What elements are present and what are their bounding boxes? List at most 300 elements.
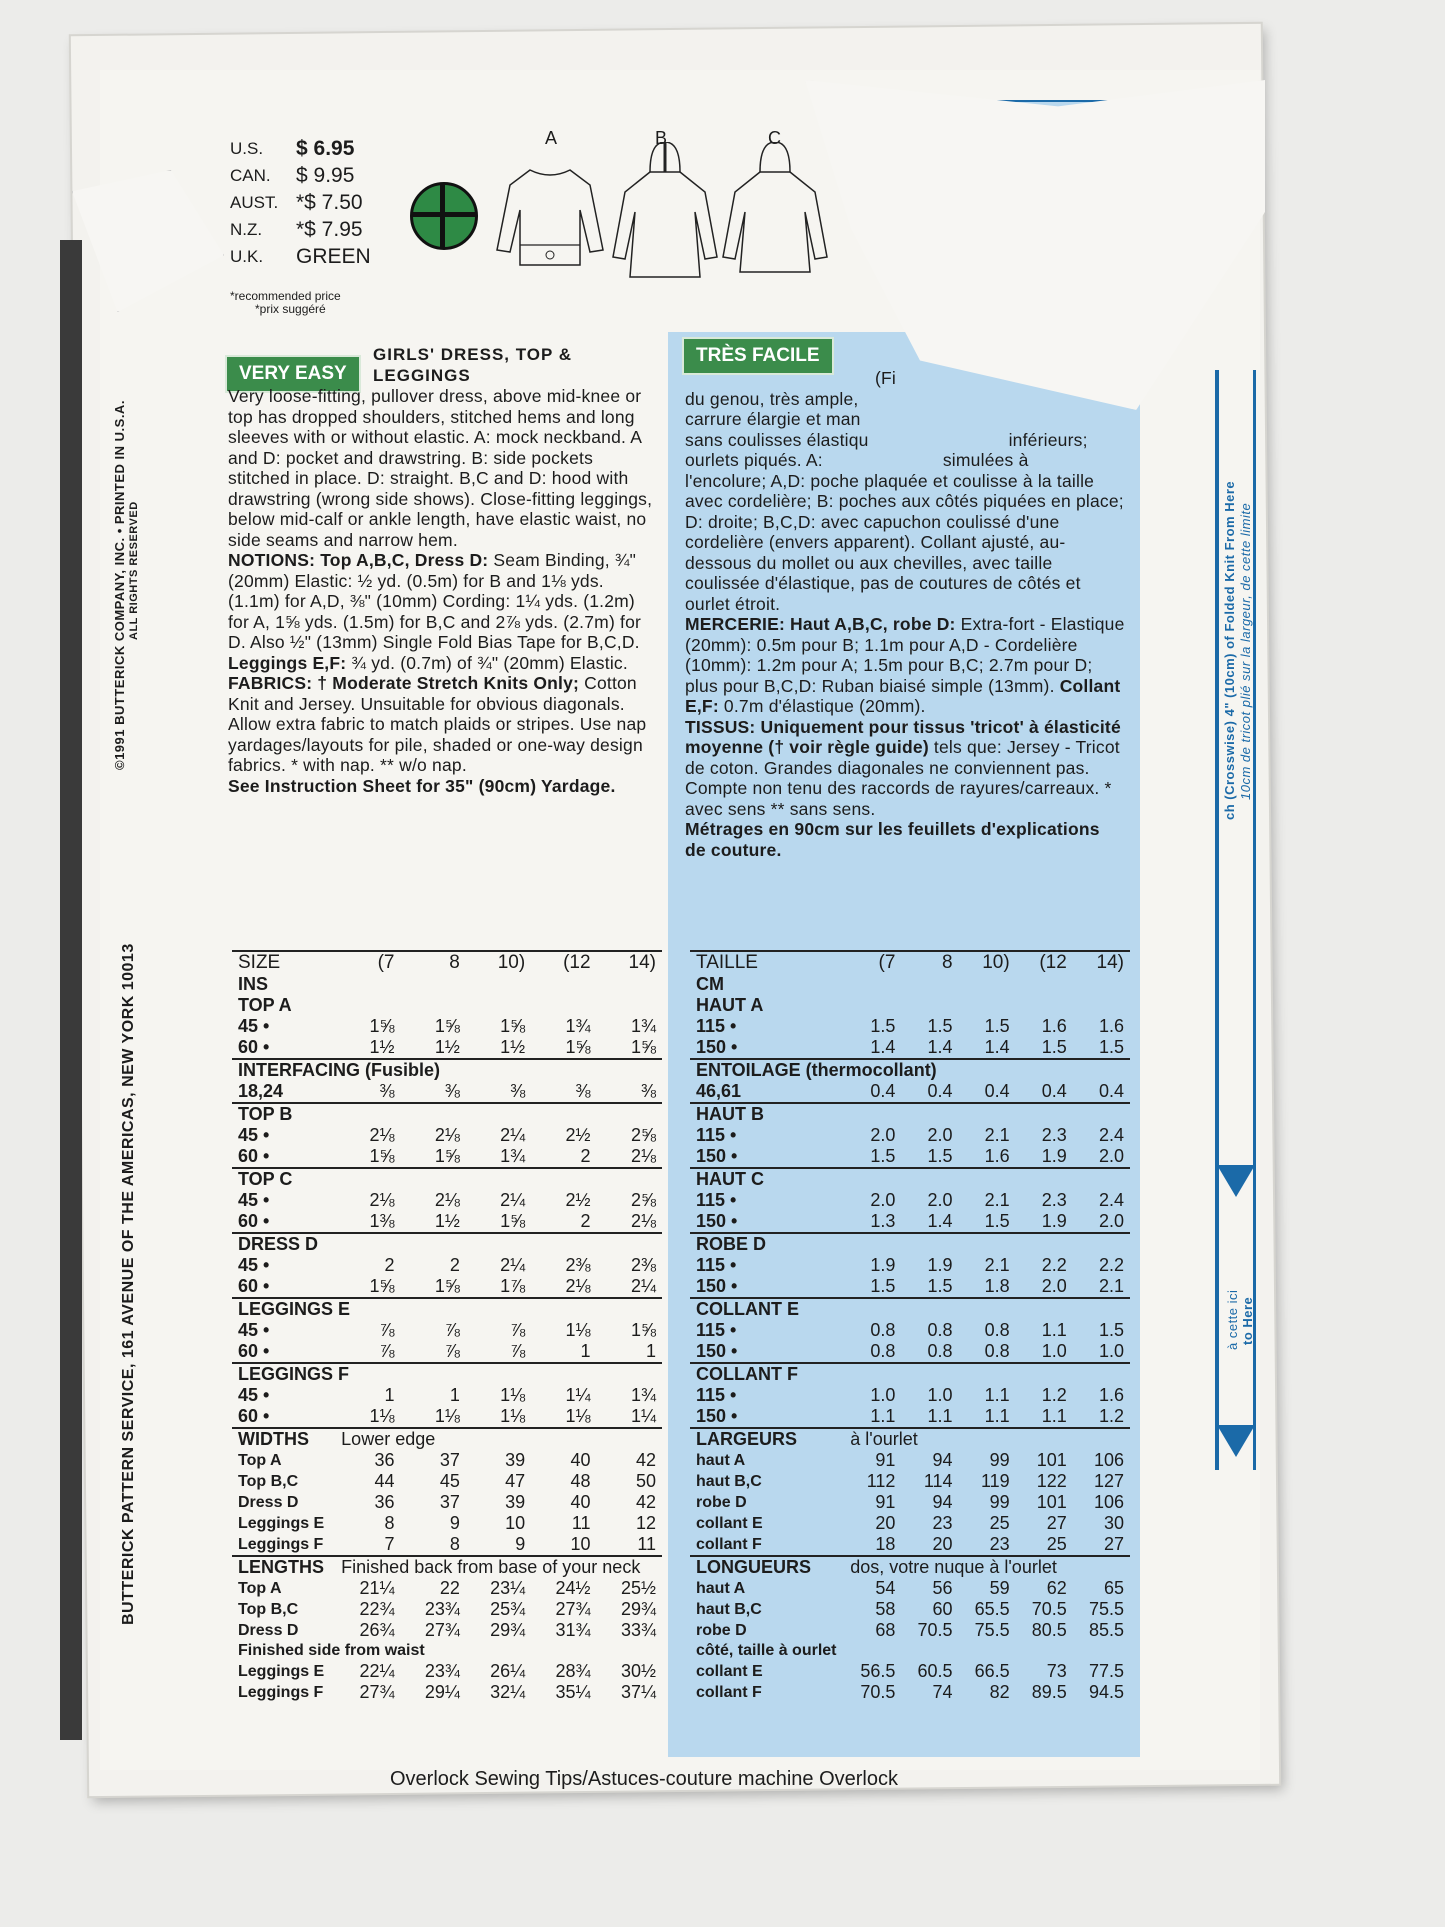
fold-guide-line (1215, 370, 1219, 1470)
table-cell: 1.6 (984, 1146, 1010, 1166)
table-row (232, 1125, 662, 1146)
table-cell: 7 (384, 1534, 395, 1554)
price-line (230, 162, 371, 189)
section-title: COLLANT E (696, 1299, 799, 1319)
table-row (690, 1471, 1130, 1492)
table-cell: Top A (238, 1451, 282, 1469)
header-cell: 8 (941, 952, 953, 973)
table-cell: 91 (875, 1492, 896, 1512)
table-cell: 106 (1093, 1450, 1124, 1470)
section-title: DRESS D (238, 1234, 319, 1254)
section-title-row (232, 1298, 662, 1320)
table-cell: 8 (384, 1513, 395, 1533)
table-row (690, 1081, 1130, 1103)
table-cell: 25¾ (490, 1599, 526, 1619)
table-cell: 1.6 (1098, 1016, 1124, 1036)
price-line (230, 216, 371, 243)
table-cell: ⅞ (510, 1341, 526, 1361)
table-cell: 1.0 (870, 1385, 896, 1405)
fabrics-title: FABRICS: † Moderate Stretch Knits Only; (228, 673, 580, 693)
table-row (690, 1492, 1130, 1513)
table-cell: collant E (696, 1514, 763, 1532)
table-row (232, 1682, 662, 1703)
table-cell: 1¾ (630, 1385, 656, 1405)
table-row (232, 1190, 662, 1211)
table-cell: 1.8 (984, 1276, 1010, 1296)
table-cell: 1.9 (1041, 1211, 1067, 1231)
table-cell: 29¼ (424, 1682, 460, 1702)
table-cell: 0.4 (984, 1081, 1010, 1101)
table-cell: 60.5 (917, 1661, 953, 1681)
table-cell: 39 (505, 1450, 526, 1470)
table-cell: 114 (923, 1471, 953, 1491)
price-note (230, 290, 341, 316)
table-cell: ⅜ (575, 1081, 591, 1101)
mercerie-collant-text: 0.7m d'élastique (20mm). (723, 696, 926, 716)
price-value: *$ 7.95 (296, 218, 363, 241)
view-c-sketch-icon (720, 142, 830, 282)
table-cell: 1.5 (1098, 1037, 1124, 1057)
to-here-label: to Here (1240, 1296, 1255, 1345)
copyright-text: ©1991 BUTTERICK COMPANY, INC. • PRINTED IN U.S.A. (112, 400, 127, 770)
french-description (685, 368, 1125, 860)
section-title: HAUT A (696, 995, 764, 1015)
description-text: Very loose-fitting, pullover dress, above mid-knee or top has dropped shoulders, stitched hems and long sleeves with or without elastic. A: mock neckband. A and D: pocket and drawstring. B: side pockets stitched in place. D: straight. B,C and D: hood with drawstring (wrong side shows). Close-fitting leggings, below mid-calf or ankle length, have elastic waist, no side seams and narrow hem. (228, 386, 653, 550)
table-cell: 26¼ (490, 1661, 526, 1681)
table-cell: 23¾ (424, 1661, 460, 1681)
table-cell: 2.4 (1098, 1125, 1124, 1145)
table-cell: 2.0 (1098, 1211, 1124, 1231)
table-cell: 10 (505, 1513, 526, 1533)
table-cell: 36 (374, 1450, 395, 1470)
recommended-price-note: *recommended price (230, 289, 341, 303)
price-value: $ 9.95 (296, 164, 355, 187)
table-cell: 150 • (696, 1211, 738, 1231)
price-value: GREEN (296, 245, 371, 268)
table-row (232, 1146, 662, 1168)
table-cell: 10 (570, 1534, 591, 1554)
table-cell: 1⅝ (434, 1276, 460, 1296)
table-row (232, 1513, 662, 1534)
table-cell: 1.9 (1041, 1146, 1067, 1166)
table-cell: 11 (571, 1513, 591, 1533)
table-cell: 1.5 (984, 1016, 1010, 1036)
table-header-row (232, 951, 662, 974)
section-title-row (690, 1363, 1130, 1385)
table-cell: 40 (570, 1492, 591, 1512)
yardage-table-fr (690, 950, 1130, 1703)
table-cell: 70.5 (917, 1620, 953, 1640)
table-cell: 1⅛ (500, 1385, 526, 1405)
table-cell: 25 (1046, 1534, 1067, 1554)
fr-text-4b: simulées à (942, 450, 1029, 470)
table-cell: 1¼ (630, 1406, 656, 1426)
table-cell: 1.1 (1041, 1320, 1067, 1340)
table-cell: 1.6 (1041, 1016, 1067, 1036)
table-row (232, 1211, 662, 1233)
fr-text-1: du genou, très ample, (685, 388, 859, 409)
table-cell: 1.1 (984, 1385, 1010, 1405)
table-cell: Leggings E (238, 1514, 325, 1532)
table-cell: 18,24 (238, 1081, 284, 1101)
table-cell: 36 (374, 1492, 395, 1512)
table-row (690, 1578, 1130, 1599)
table-cell: 60 (932, 1599, 953, 1619)
table-cell: 22 (439, 1578, 460, 1598)
metrages: Métrages en 90cm sur les feuillets d'explications de couture. (685, 819, 1100, 860)
fold-guide-text-fr: 10cm de tricot plié sur la largeur, de cette limite (1238, 502, 1253, 800)
table-cell: 1.3 (870, 1211, 896, 1231)
table-row (690, 1211, 1130, 1233)
table-cell: 27 (1103, 1534, 1124, 1554)
table-row (690, 1406, 1130, 1428)
table-cell: 1⅛ (565, 1320, 591, 1340)
table-cell: 2⅜ (630, 1255, 656, 1275)
section-title-row (232, 1059, 662, 1081)
table-cell: 0.8 (927, 1320, 953, 1340)
table-cell: 2⅛ (630, 1211, 656, 1231)
table-cell: 73 (1046, 1661, 1067, 1681)
table-row (690, 1190, 1130, 1211)
table-cell: 2⅝ (630, 1125, 656, 1145)
table-cell: 1⅝ (434, 1146, 460, 1166)
block-subtitle-row (232, 1641, 662, 1661)
table-cell: 1.0 (1041, 1341, 1067, 1361)
table-cell: 30 (1103, 1513, 1124, 1533)
table-cell: 101 (1036, 1492, 1067, 1512)
table-cell: ⅞ (379, 1320, 395, 1340)
very-easy-badge: VERY EASY (225, 355, 361, 393)
table-cell: ⅞ (379, 1341, 395, 1361)
table-cell: Leggings F (238, 1683, 324, 1701)
header-cell: (7 (878, 952, 896, 973)
table-cell: 23¾ (424, 1599, 460, 1619)
table-cell: 150 • (696, 1341, 738, 1361)
table-cell: 94.5 (1088, 1682, 1124, 1702)
table-cell: 2⅛ (434, 1125, 460, 1145)
table-cell: 23 (932, 1513, 953, 1533)
table-cell: 37¼ (620, 1682, 656, 1702)
table-cell: 39 (505, 1492, 526, 1512)
table-cell: 1.9 (870, 1255, 896, 1275)
table-cell: 112 (866, 1471, 896, 1491)
table-cell: 22¼ (359, 1661, 395, 1681)
block-subtitle: dos, votre nuque à l'ourlet (850, 1557, 1057, 1577)
price-line (230, 189, 371, 216)
see-instruction: See Instruction Sheet for 35" (90cm) Yardage. (228, 775, 616, 796)
fr-description: l'encolure; A,D: poche plaquée et coulisse à la taille avec cordelière; B: poches aux côtés piquées en place; D: droite; B,C,D: avec capuchon coulissé d'une cordelière (envers apparent). Collant ajusté, au-dessous du mollet ou aux chevilles, avec taille coulissée d'élastique, pas de coutures de côtés et ourlet étroit. (685, 470, 1124, 614)
table-cell: 2½ (565, 1190, 591, 1210)
block-title: LENGTHS (238, 1557, 325, 1577)
table-cell: 1.4 (927, 1037, 953, 1057)
table-row (690, 1125, 1130, 1146)
table-cell: 2.3 (1041, 1190, 1067, 1210)
section-title-row (232, 1233, 662, 1255)
section-title: CM (696, 974, 724, 994)
table-cell: 1¾ (565, 1016, 591, 1036)
table-cell: 2.0 (927, 1125, 953, 1145)
section-title-row (232, 974, 662, 995)
table-cell: 0.8 (984, 1341, 1010, 1361)
table-row (690, 1016, 1130, 1037)
table-cell: 2.3 (1041, 1125, 1067, 1145)
table-cell: 1 (384, 1385, 395, 1405)
table-cell: 8 (449, 1534, 460, 1554)
table-cell: 2⅛ (434, 1190, 460, 1210)
table-cell: 127 (1093, 1471, 1124, 1491)
table-cell: 48 (570, 1471, 591, 1491)
table-cell: 0.8 (870, 1320, 896, 1340)
table-cell: 1⅝ (500, 1211, 526, 1231)
table-cell: 45 • (238, 1255, 270, 1275)
table-cell: 2¼ (630, 1276, 656, 1296)
section-title-row (232, 995, 662, 1016)
block-subtitle: Finished back from base of your neck (341, 1557, 641, 1577)
table-cell: 1.5 (870, 1276, 896, 1296)
table-cell: 26¾ (359, 1620, 395, 1640)
table-cell: collant F (696, 1683, 762, 1701)
table-cell: 2⅜ (565, 1255, 591, 1275)
table-cell: 2⅛ (369, 1125, 395, 1145)
tres-facile-badge: TRÈS FACILE (682, 337, 834, 375)
fold-guide-text-en: ch (Crosswise) 4" (10cm) of Folded Knit From Here (1222, 480, 1237, 820)
view-c-label: C (768, 128, 781, 148)
table-cell: 1½ (434, 1211, 460, 1231)
table-cell: 2 (384, 1255, 395, 1275)
rights-text: ALL RIGHTS RESERVED (128, 501, 140, 640)
table-cell: 94 (932, 1450, 953, 1470)
table-row (232, 1016, 662, 1037)
table-cell: 0.4 (1098, 1081, 1124, 1101)
table-cell: 119 (980, 1471, 1010, 1491)
table-cell: 75.5 (1088, 1599, 1124, 1619)
tissus-title: TISSUS: Uniquement pour tissus 'tricot' à élasticité moyenne († voir règle guide) (685, 716, 1121, 757)
table-cell: 68 (875, 1620, 896, 1640)
price-value: *$ 7.50 (296, 191, 363, 214)
table-cell: 70.5 (860, 1682, 896, 1702)
block-title-row (690, 1428, 1130, 1450)
table-cell: 122 (1036, 1471, 1067, 1491)
table-cell: 60 • (238, 1037, 270, 1057)
table-row (690, 1385, 1130, 1406)
table-cell: 1½ (434, 1037, 460, 1057)
overlock-tips-footer: Overlock Sewing Tips/Astuces-couture machine Overlock (390, 1768, 898, 1790)
table-cell: Top B,C (238, 1472, 299, 1490)
table-cell: 2.0 (927, 1190, 953, 1210)
price-list (230, 135, 371, 270)
table-cell: 1.2 (1041, 1385, 1067, 1405)
section-title: COLLANT F (696, 1364, 798, 1384)
table-row (690, 1341, 1130, 1363)
table-cell: robe D (696, 1493, 747, 1511)
section-title-row (690, 1168, 1130, 1190)
table-cell: 45 • (238, 1190, 270, 1210)
table-cell: haut B,C (696, 1600, 762, 1618)
price-line (230, 135, 371, 162)
table-cell: 33¾ (620, 1620, 656, 1640)
english-description (228, 345, 653, 796)
table-cell: 1¾ (500, 1146, 526, 1166)
table-row (232, 1620, 662, 1641)
table-cell: 18 (875, 1534, 896, 1554)
section-title: TOP A (238, 995, 292, 1015)
block-title: LONGUEURS (696, 1557, 812, 1577)
table-row (690, 1661, 1130, 1682)
table-cell: 31¾ (555, 1620, 591, 1640)
section-title: ENTOILAGE (thermocollant) (696, 1060, 937, 1080)
table-row (690, 1682, 1130, 1703)
table-cell: 60 • (238, 1276, 270, 1296)
table-cell: 56 (932, 1578, 953, 1598)
table-header-row (690, 951, 1130, 974)
section-title: LEGGINGS E (238, 1299, 351, 1319)
table-cell: 65.5 (974, 1599, 1010, 1619)
table-cell: 115 • (696, 1255, 737, 1275)
table-cell: Dress D (238, 1621, 299, 1639)
price-label: AUST. (230, 193, 279, 212)
table-cell: 1.5 (1098, 1320, 1124, 1340)
table-cell: 150 • (696, 1276, 738, 1296)
table-cell: 1.4 (927, 1211, 953, 1231)
price-label: N.Z. (230, 220, 263, 239)
table-cell: 1⅜ (369, 1211, 395, 1231)
envelope-edge (60, 240, 82, 1740)
table-cell: 1¼ (565, 1385, 591, 1405)
table-cell: Top B,C (238, 1600, 299, 1618)
table-cell: 70.5 (1031, 1599, 1067, 1619)
block-title: LARGEURS (696, 1429, 798, 1449)
table-cell: 1⅛ (500, 1406, 526, 1426)
table-row (690, 1320, 1130, 1341)
table-cell: 2⅛ (630, 1146, 656, 1166)
table-cell: 77.5 (1088, 1661, 1124, 1681)
table-cell: 1⅞ (500, 1276, 526, 1296)
table-cell: Leggings E (238, 1662, 325, 1680)
table-cell: robe D (696, 1621, 747, 1639)
table-cell: 25½ (620, 1578, 656, 1598)
table-cell: 58 (875, 1599, 896, 1619)
table-cell: 0.4 (1041, 1081, 1067, 1101)
table-cell: 82 (989, 1682, 1010, 1702)
table-cell: 59 (989, 1578, 1010, 1598)
price-label: CAN. (230, 166, 271, 185)
header-cell: TAILLE (696, 952, 758, 973)
table-row (232, 1081, 662, 1103)
table-cell: 1.0 (927, 1385, 953, 1405)
fr-title-fragment: (Fi (875, 368, 897, 388)
table-cell: 1.0 (1098, 1341, 1124, 1361)
price-line (230, 243, 371, 270)
table-cell: 115 • (696, 1016, 737, 1036)
table-cell: 62 (1046, 1578, 1067, 1598)
table-cell: 27¾ (359, 1682, 395, 1702)
table-row (232, 1406, 662, 1428)
table-cell: 47 (505, 1471, 526, 1491)
table-cell: 20 (932, 1534, 953, 1554)
table-row (690, 1450, 1130, 1471)
header-cell: (7 (377, 952, 395, 973)
table-cell: 1⅛ (434, 1406, 460, 1426)
table-cell: 99 (989, 1492, 1010, 1512)
table-cell: 50 (635, 1471, 656, 1491)
table-cell: 1⅝ (434, 1016, 460, 1036)
table-cell: 45 • (238, 1016, 270, 1036)
notions-title: NOTIONS: Top A,B,C, Dress D: (228, 550, 489, 570)
table-cell: ⅜ (379, 1081, 395, 1101)
table-cell: 1.1 (870, 1406, 896, 1426)
table-cell: 23 (989, 1534, 1010, 1554)
table-row (690, 1276, 1130, 1298)
block-title-row (232, 1556, 662, 1578)
table-cell: 1.5 (927, 1146, 953, 1166)
table-row (232, 1276, 662, 1298)
table-cell: 32¼ (490, 1682, 526, 1702)
table-cell: 45 • (238, 1320, 270, 1340)
address-text: BUTTERICK PATTERN SERVICE, 161 AVENUE OF THE AMERICAS, NEW YORK 10013 (120, 943, 137, 1625)
notions-leggings-text: ¾ yd. (0.7m) of ¾" (20mm) Elastic. (351, 652, 628, 673)
table-cell: 150 • (696, 1146, 738, 1166)
table-cell: Top A (238, 1579, 282, 1597)
table-cell: haut A (696, 1579, 746, 1597)
table-cell: Dress D (238, 1493, 299, 1511)
header-cell: 10) (982, 952, 1010, 973)
table-cell: 2.1 (1098, 1276, 1124, 1296)
table-cell: Leggings F (238, 1535, 324, 1553)
table-cell: collant E (696, 1662, 763, 1680)
table-row (690, 1534, 1130, 1556)
table-cell: 2.0 (870, 1190, 896, 1210)
table-cell: 150 • (696, 1037, 738, 1057)
block-subtitle-2: Finished side from waist (238, 1642, 425, 1659)
section-title-row (690, 995, 1130, 1016)
section-title: HAUT B (696, 1104, 764, 1124)
table-cell: 150 • (696, 1406, 738, 1426)
table-cell: 89.5 (1031, 1682, 1067, 1702)
table-cell: 1.4 (984, 1037, 1010, 1057)
table-cell: 2½ (565, 1125, 591, 1145)
table-cell: 45 (439, 1471, 460, 1491)
block-title: WIDTHS (238, 1429, 309, 1449)
table-cell: 1⅛ (565, 1406, 591, 1426)
header-cell: (12 (1039, 952, 1067, 973)
table-cell: 20 (875, 1513, 896, 1533)
table-cell: haut A (696, 1451, 746, 1469)
mercerie-collant-title: Collant E,F: (685, 675, 1121, 716)
table-row (232, 1471, 662, 1492)
table-cell: 27¾ (555, 1599, 591, 1619)
table-cell: 2 (580, 1146, 591, 1166)
table-cell: 60 • (238, 1211, 270, 1231)
table-cell: 1⅝ (630, 1320, 656, 1340)
table-cell: 9 (449, 1513, 460, 1533)
section-title: TOP B (238, 1104, 293, 1124)
table-cell: 0.8 (927, 1341, 953, 1361)
table-cell: collant F (696, 1535, 762, 1553)
table-cell: 60 • (238, 1146, 270, 1166)
notions-text: Seam Binding, ¾" (20mm) Elastic: ½ yd. (0.5m) for B and 1⅛ yds. (1.1m) for A,D, ⅜" (10mm) Cording: 1¼ yds. (1.2m) for A, 1⅝ yds. (1.5m) for B,C and 2⅞ yds. (2.7m) for D. Also ½" (13mm) Single Fold Bias Tape for B,C,D. (228, 550, 642, 652)
table-cell: 2.4 (1098, 1190, 1124, 1210)
table-cell: 2.0 (870, 1125, 896, 1145)
table-cell: 74 (932, 1682, 953, 1702)
table-cell: 1⅝ (369, 1016, 395, 1036)
view-a-label: A (545, 128, 558, 148)
table-cell: ⅜ (640, 1081, 656, 1101)
table-cell: 42 (635, 1492, 656, 1512)
table-cell: 40 (570, 1450, 591, 1470)
table-cell: haut B,C (696, 1472, 762, 1490)
header-cell: 8 (449, 952, 460, 973)
a-cette-label: à cette ici (1225, 1289, 1240, 1350)
